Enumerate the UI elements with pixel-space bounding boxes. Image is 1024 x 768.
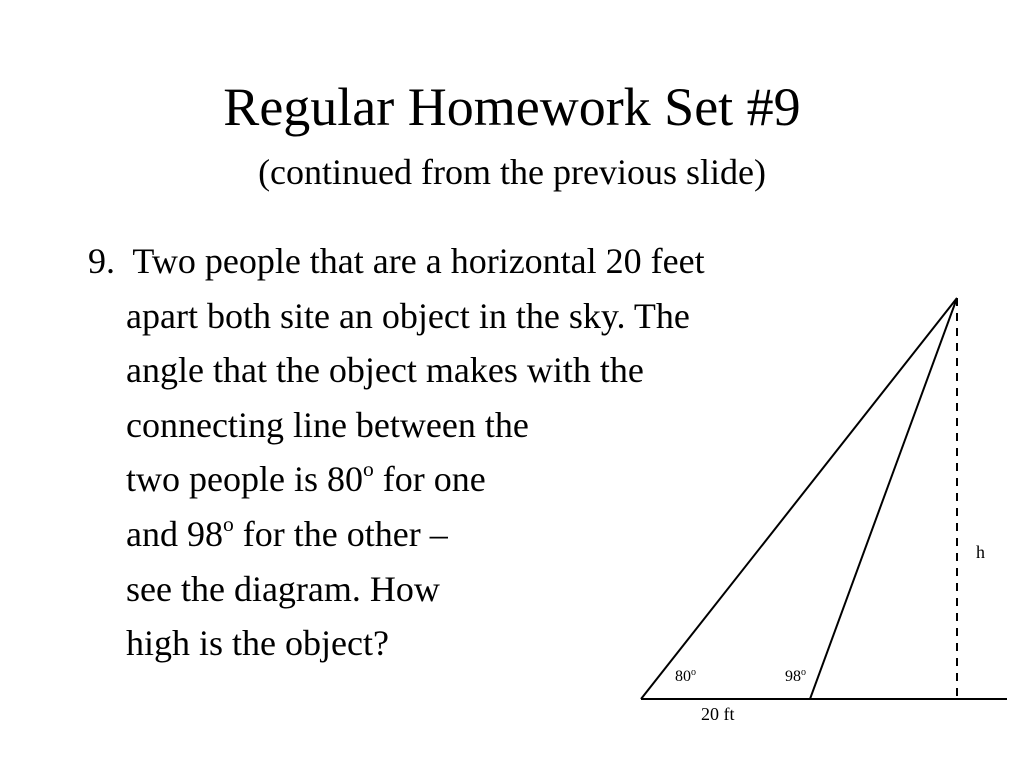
problem-line-8: high is the object? <box>126 623 389 664</box>
right-sightline <box>810 298 957 699</box>
problem-line-6-a: and 98 <box>126 513 223 554</box>
angle-left-label <box>675 667 696 685</box>
problem-line-7: see the diagram. How <box>126 568 440 609</box>
problem-line-3: angle that the object makes with the <box>126 350 644 391</box>
problem-line-1-text: Two people that are a horizontal 20 feet <box>132 241 705 281</box>
degree-symbol: o <box>222 511 234 536</box>
angle-right-unit: o <box>801 667 806 678</box>
slide-subtitle: (continued from the previous slide) <box>258 152 766 192</box>
angle-right-value: 98 <box>785 668 801 685</box>
angle-left-value: 80 <box>675 668 691 685</box>
left-sightline <box>641 298 957 699</box>
slide-title: Regular Homework Set #9 <box>223 77 801 137</box>
problem-line-5-a: two people is 80 <box>126 459 363 500</box>
base-label: 20 ft <box>701 704 735 724</box>
problem-line-6-b: for the other – <box>233 513 448 554</box>
problem-line-2: apart both site an object in the sky. The <box>126 295 690 336</box>
degree-symbol: o <box>362 457 374 482</box>
problem-number: 9. <box>88 241 115 281</box>
problem-line-4: connecting line between the <box>126 404 529 445</box>
angle-left-unit: o <box>691 667 696 678</box>
height-label: h <box>976 542 985 562</box>
problem-line-5-b: for one <box>373 459 486 500</box>
angle-right-label <box>785 667 806 685</box>
